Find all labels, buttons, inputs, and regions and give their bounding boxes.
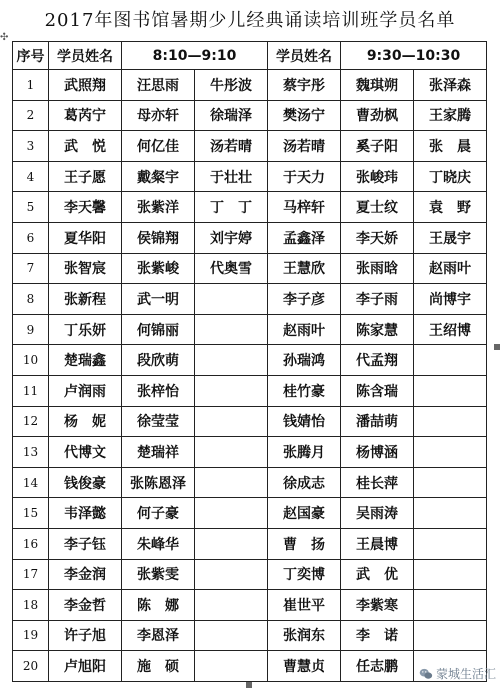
student-name-cell xyxy=(195,620,268,651)
row-index: 15 xyxy=(13,498,49,529)
student-name-cell: 桂长萍 xyxy=(341,467,414,498)
student-name-cell: 樊汤宁 xyxy=(268,100,341,131)
student-name-cell: 陈含瑞 xyxy=(341,375,414,406)
student-name-cell: 何子豪 xyxy=(122,498,195,529)
row-index: 17 xyxy=(13,559,49,590)
watermark xyxy=(419,665,496,682)
student-name-cell xyxy=(195,314,268,345)
student-name-cell xyxy=(195,375,268,406)
student-name-cell: 汤若晴 xyxy=(195,131,268,162)
student-name-cell: 于壮壮 xyxy=(195,161,268,192)
student-name-cell xyxy=(414,467,487,498)
row-index: 4 xyxy=(13,161,49,192)
row-index: 3 xyxy=(13,131,49,162)
student-name-cell: 孙瑞鸿 xyxy=(268,345,341,376)
student-name-cell: 汪思雨 xyxy=(122,70,195,101)
student-name-cell xyxy=(195,467,268,498)
student-name-cell xyxy=(414,406,487,437)
student-name-cell: 张润东 xyxy=(268,620,341,651)
table-row xyxy=(13,467,487,498)
student-name-cell: 张新程 xyxy=(49,284,122,315)
table-row xyxy=(13,70,487,101)
table-row xyxy=(13,131,487,162)
student-name-cell: 卢润雨 xyxy=(49,375,122,406)
student-name-cell: 王子愿 xyxy=(49,161,122,192)
student-name-cell: 曹 扬 xyxy=(268,528,341,559)
row-index: 8 xyxy=(13,284,49,315)
page-title: 2017年图书馆暑期少儿经典诵读培训班学员名单 xyxy=(44,10,456,31)
header-name-a: 学员姓名 xyxy=(49,42,122,70)
row-index: 10 xyxy=(13,345,49,376)
student-name-cell: 王家腾 xyxy=(414,100,487,131)
table-row xyxy=(13,222,487,253)
student-name-cell xyxy=(414,620,487,651)
student-name-cell: 徐成志 xyxy=(268,467,341,498)
student-name-cell: 张智宸 xyxy=(49,253,122,284)
table-row xyxy=(13,192,487,223)
table-row xyxy=(13,375,487,406)
student-name-cell: 母亦轩 xyxy=(122,100,195,131)
student-name-cell: 赵国豪 xyxy=(268,498,341,529)
student-name-cell: 武 悦 xyxy=(49,131,122,162)
student-name-cell: 张梓怡 xyxy=(122,375,195,406)
table-row xyxy=(13,528,487,559)
table-row xyxy=(13,253,487,284)
header-session-b: 9:30—10:30 xyxy=(341,42,487,70)
watermark-text: 蒙城生活汇 xyxy=(435,667,496,681)
student-name-cell: 卢旭阳 xyxy=(49,651,122,682)
student-name-cell: 代孟翔 xyxy=(341,345,414,376)
student-name-cell: 张腾月 xyxy=(268,437,341,468)
student-name-cell: 王晟宇 xyxy=(414,222,487,253)
student-name-cell: 王慧欣 xyxy=(268,253,341,284)
student-name-cell: 袁 野 xyxy=(414,192,487,223)
table-row xyxy=(13,498,487,529)
student-name-cell xyxy=(195,651,268,682)
student-name-cell: 魏琪朔 xyxy=(341,70,414,101)
student-name-cell: 李 诺 xyxy=(341,620,414,651)
student-name-cell xyxy=(414,559,487,590)
student-name-cell: 张 晨 xyxy=(414,131,487,162)
student-name-cell: 许子旭 xyxy=(49,620,122,651)
student-name-cell: 韦泽懿 xyxy=(49,498,122,529)
student-name-cell: 李金哲 xyxy=(49,590,122,621)
student-name-cell: 崔世平 xyxy=(268,590,341,621)
student-name-cell: 张雨晗 xyxy=(341,253,414,284)
student-name-cell: 曹劲枫 xyxy=(341,100,414,131)
student-name-cell: 刘宇婷 xyxy=(195,222,268,253)
table-row xyxy=(13,437,487,468)
row-index: 11 xyxy=(13,375,49,406)
student-name-cell: 武照翔 xyxy=(49,70,122,101)
row-index: 20 xyxy=(13,651,49,682)
student-name-cell xyxy=(195,345,268,376)
student-name-cell: 楚瑞祥 xyxy=(122,437,195,468)
student-name-cell: 代奥雪 xyxy=(195,253,268,284)
student-name-cell: 张紫雯 xyxy=(122,559,195,590)
student-name-cell: 蔡宇彤 xyxy=(268,70,341,101)
student-name-cell: 王晨博 xyxy=(341,528,414,559)
table-row xyxy=(13,406,487,437)
student-name-cell: 段欣萌 xyxy=(122,345,195,376)
row-index: 16 xyxy=(13,528,49,559)
student-name-cell: 陈 娜 xyxy=(122,590,195,621)
student-name-cell: 丁奕博 xyxy=(268,559,341,590)
header-session-a: 8:10—9:10 xyxy=(122,42,268,70)
student-name-cell: 徐莹莹 xyxy=(122,406,195,437)
student-name-cell: 吴雨涛 xyxy=(341,498,414,529)
move-handle-icon[interactable]: ✣ xyxy=(0,32,9,43)
student-name-cell: 潘喆萌 xyxy=(341,406,414,437)
student-name-cell: 楚瑞鑫 xyxy=(49,345,122,376)
student-name-cell: 何亿佳 xyxy=(122,131,195,162)
row-index: 9 xyxy=(13,314,49,345)
student-name-cell xyxy=(195,498,268,529)
student-name-cell xyxy=(414,528,487,559)
student-roster-table xyxy=(12,41,487,682)
student-name-cell: 杨博涵 xyxy=(341,437,414,468)
student-name-cell xyxy=(414,345,487,376)
student-name-cell: 赵雨叶 xyxy=(268,314,341,345)
student-name-cell: 李紫寒 xyxy=(341,590,414,621)
student-name-cell: 奚子阳 xyxy=(341,131,414,162)
student-name-cell: 王绍博 xyxy=(414,314,487,345)
table-row xyxy=(13,314,487,345)
table-row xyxy=(13,620,487,651)
student-name-cell xyxy=(195,406,268,437)
student-name-cell: 侯锦翔 xyxy=(122,222,195,253)
table-row xyxy=(13,559,487,590)
table-header-row xyxy=(13,42,487,70)
student-name-cell: 李天娇 xyxy=(341,222,414,253)
student-name-cell: 张紫峻 xyxy=(122,253,195,284)
student-name-cell: 孟鑫泽 xyxy=(268,222,341,253)
student-name-cell: 杨 妮 xyxy=(49,406,122,437)
student-name-cell: 武一明 xyxy=(122,284,195,315)
student-name-cell: 钱婧怡 xyxy=(268,406,341,437)
student-name-cell: 赵雨叶 xyxy=(414,253,487,284)
student-name-cell: 夏华阳 xyxy=(49,222,122,253)
student-name-cell: 何锦丽 xyxy=(122,314,195,345)
student-name-cell: 陈家慧 xyxy=(341,314,414,345)
student-name-cell: 张泽森 xyxy=(414,70,487,101)
table-row xyxy=(13,345,487,376)
student-name-cell: 桂竹豪 xyxy=(268,375,341,406)
row-index: 2 xyxy=(13,100,49,131)
student-name-cell: 于天力 xyxy=(268,161,341,192)
student-name-cell: 汤若晴 xyxy=(268,131,341,162)
student-name-cell: 戴粲宇 xyxy=(122,161,195,192)
student-name-cell: 施 硕 xyxy=(122,651,195,682)
row-index: 19 xyxy=(13,620,49,651)
table-row xyxy=(13,651,487,682)
row-index: 6 xyxy=(13,222,49,253)
student-name-cell: 钱俊豪 xyxy=(49,467,122,498)
student-name-cell: 曹慧贞 xyxy=(268,651,341,682)
student-name-cell: 朱峰华 xyxy=(122,528,195,559)
student-name-cell xyxy=(414,375,487,406)
student-name-cell xyxy=(195,528,268,559)
student-name-cell: 尚博宇 xyxy=(414,284,487,315)
student-name-cell xyxy=(414,437,487,468)
student-name-cell xyxy=(195,590,268,621)
student-name-cell xyxy=(414,590,487,621)
student-name-cell: 张峻玮 xyxy=(341,161,414,192)
student-name-cell: 李天馨 xyxy=(49,192,122,223)
student-name-cell: 徐瑞泽 xyxy=(195,100,268,131)
row-index: 5 xyxy=(13,192,49,223)
table-row xyxy=(13,100,487,131)
student-name-cell: 丁乐妍 xyxy=(49,314,122,345)
student-name-cell: 李子雨 xyxy=(341,284,414,315)
row-index: 1 xyxy=(13,70,49,101)
student-name-cell: 武 优 xyxy=(341,559,414,590)
student-name-cell: 张陈恩泽 xyxy=(122,467,195,498)
student-name-cell: 牛彤波 xyxy=(195,70,268,101)
student-name-cell: 马梓轩 xyxy=(268,192,341,223)
table-row xyxy=(13,284,487,315)
student-name-cell: 张紫洋 xyxy=(122,192,195,223)
student-name-cell xyxy=(414,498,487,529)
student-name-cell: 葛芮宁 xyxy=(49,100,122,131)
student-name-cell: 丁晓庆 xyxy=(414,161,487,192)
header-name-b: 学员姓名 xyxy=(268,42,341,70)
student-name-cell: 代博文 xyxy=(49,437,122,468)
table-row xyxy=(13,161,487,192)
row-index: 14 xyxy=(13,467,49,498)
student-name-cell: 任志鹏 xyxy=(341,651,414,682)
right-resize-handle[interactable] xyxy=(494,344,500,350)
student-name-cell: 丁 丁 xyxy=(195,192,268,223)
row-index: 18 xyxy=(13,590,49,621)
student-name-cell xyxy=(195,559,268,590)
student-name-cell: 李恩泽 xyxy=(122,620,195,651)
row-index: 13 xyxy=(13,437,49,468)
student-name-cell: 李子钰 xyxy=(49,528,122,559)
student-name-cell xyxy=(195,437,268,468)
header-index: 序号 xyxy=(13,42,49,70)
student-name-cell: 李金润 xyxy=(49,559,122,590)
table-row xyxy=(13,590,487,621)
student-name-cell: 李子彦 xyxy=(268,284,341,315)
student-name-cell xyxy=(195,284,268,315)
student-name-cell: 夏士纹 xyxy=(341,192,414,223)
wechat-icon xyxy=(419,667,433,681)
row-index: 7 xyxy=(13,253,49,284)
bottom-resize-handle[interactable] xyxy=(246,682,252,688)
row-index: 12 xyxy=(13,406,49,437)
